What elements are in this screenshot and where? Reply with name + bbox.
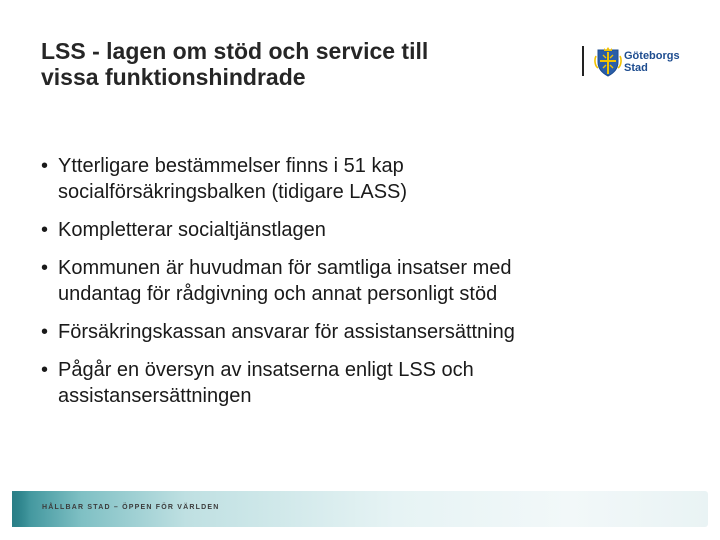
bullet-item (41, 357, 681, 409)
bullet-item (41, 255, 681, 307)
bullet-text-line-2: undantag för rådgivning och annat personligt stöd (58, 283, 498, 305)
logo-line-1: Göteborgs (624, 50, 680, 62)
goteborgs-stad-logo (594, 46, 694, 80)
bullet-item (41, 153, 681, 205)
bullet-item (41, 319, 681, 345)
logo-line-2: Stad (624, 62, 648, 74)
slide-title (41, 38, 561, 90)
title-line-1: LSS - lagen om stöd och service till (41, 38, 429, 64)
gothenburg-coat-of-arms-icon (594, 46, 622, 78)
bullet-text-line-2: socialförsäkringsbalken (tidigare LASS) (58, 181, 408, 203)
footer-band (12, 491, 708, 527)
bullet-list (41, 153, 681, 421)
bullet-text-line-1: Ytterligare bestämmelser finns i 51 kap (58, 155, 404, 177)
bullet-dot: • (41, 321, 49, 343)
bullet-dot: • (41, 219, 49, 241)
bullet-dot: • (41, 155, 49, 177)
bullet-dot: • (41, 257, 49, 279)
bullet-text-line-1: Kompletterar socialtjänstlagen (58, 219, 326, 241)
bullet-text-line-1: Pågår en översyn av insatserna enligt LSS och (58, 359, 474, 381)
bullet-text-line-2: assistansersättningen (58, 385, 252, 407)
footer-slogan: HÅLLBAR STAD – ÖPPEN FÖR VÄRLDEN (42, 504, 220, 511)
bullet-text-line-1: Försäkringskassan ansvarar för assistansersättning (58, 321, 515, 343)
logo-divider (582, 46, 584, 76)
title-line-2: vissa funktionshindrade (41, 64, 306, 90)
bullet-text-line-1: Kommunen är huvudman för samtliga insatser med (58, 257, 512, 279)
bullet-item (41, 217, 681, 243)
bullet-dot: • (41, 359, 49, 381)
logo-wordmark (624, 50, 680, 74)
